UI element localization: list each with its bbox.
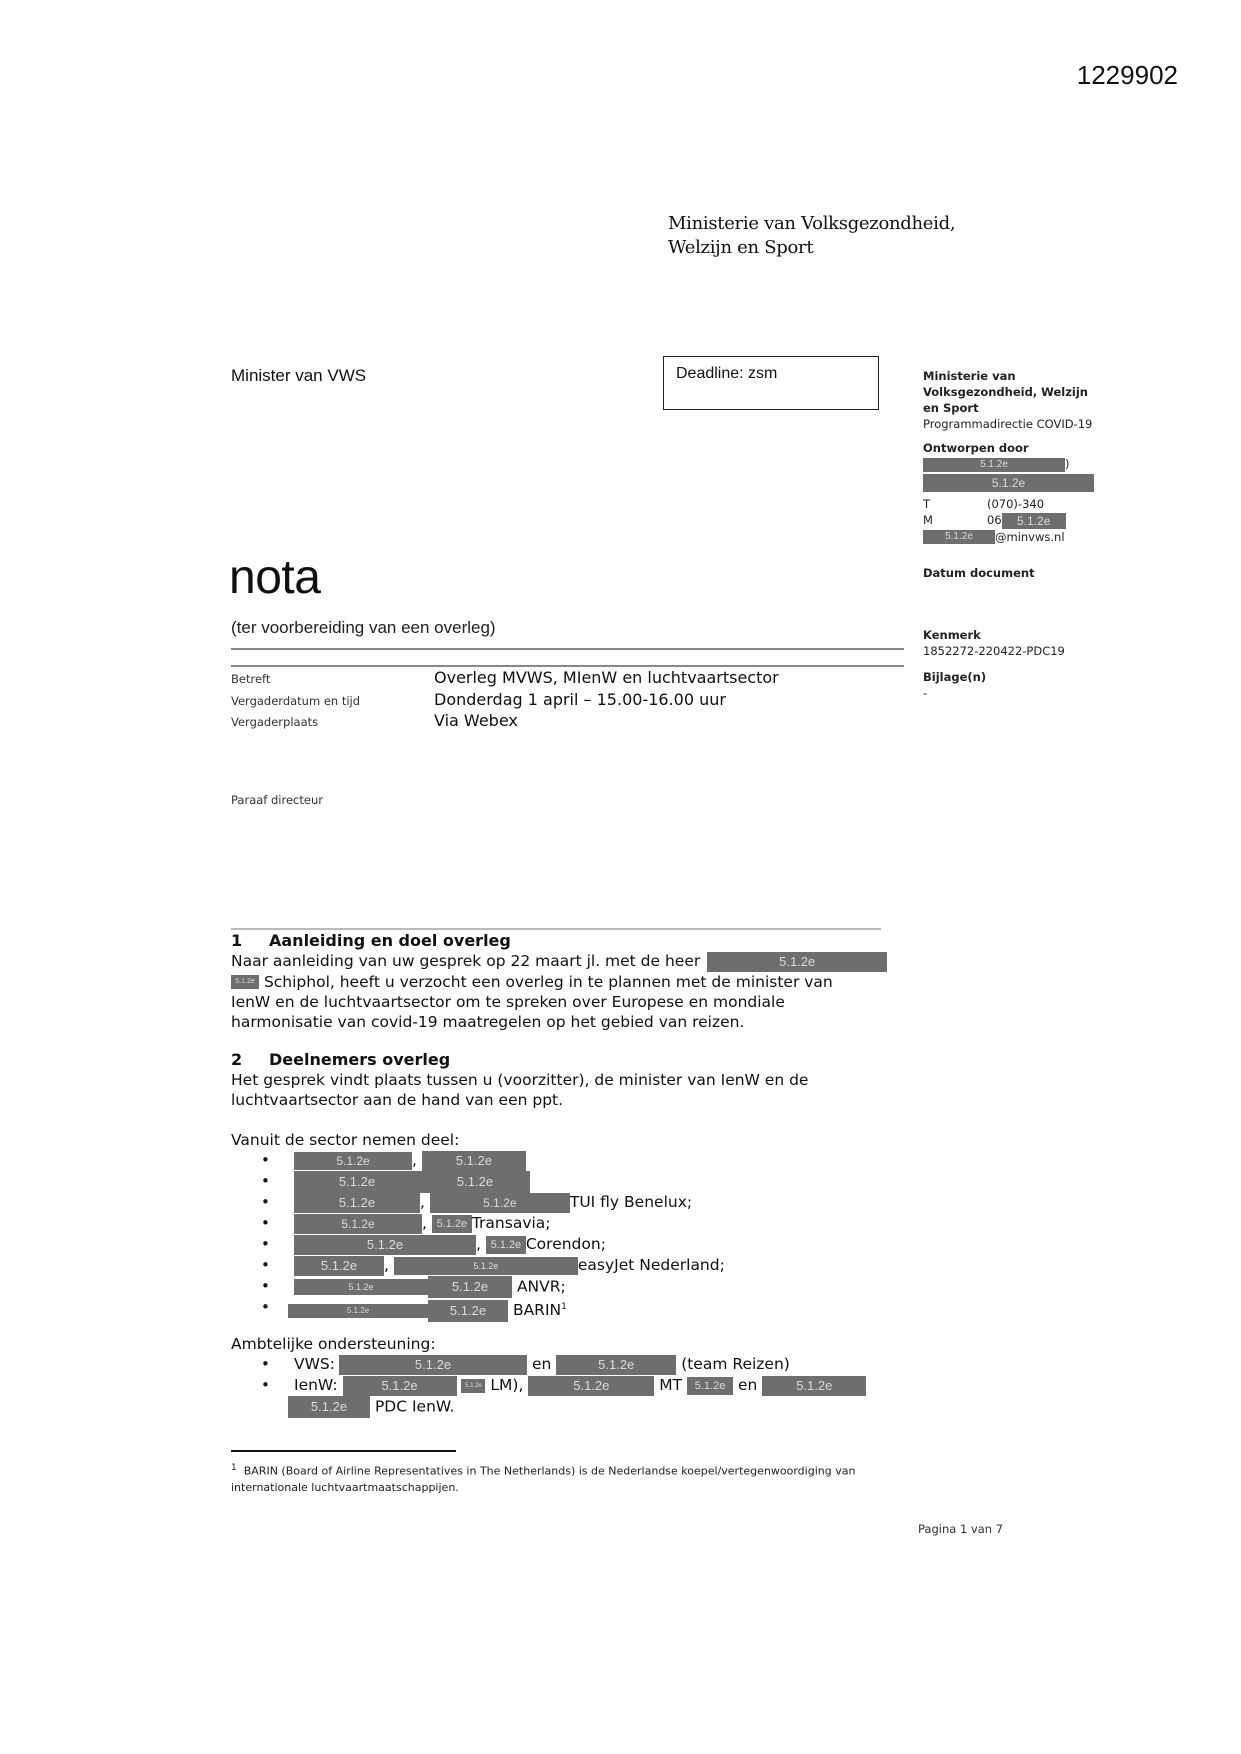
phone-m-row	[923, 512, 1123, 529]
list-item: • VWS: 5.1.2e en 5.1.2e (team Reizen)	[231, 1354, 931, 1375]
redaction-block: 5.1.2e	[294, 1193, 420, 1213]
phone-t-value: (070)-340	[987, 497, 1045, 511]
redaction-block: 5.1.2e	[923, 458, 1065, 472]
meta-row-location	[231, 711, 911, 730]
deadline-text: Deadline: zsm	[676, 365, 778, 382]
redaction-block: 5.1.2e	[923, 474, 1094, 492]
footnote-ref: 1	[561, 1302, 567, 1312]
redaction-block: 5.1.2e	[420, 1171, 530, 1193]
list-item: • 5.1.2e 5.1.2e BARIN$^1$	[231, 1297, 931, 1318]
letterhead-line-2: Welzijn en Sport	[668, 237, 814, 258]
sidebar-info	[923, 368, 1123, 701]
phone-m-value: 06	[987, 513, 1002, 527]
meta-row-datetime	[231, 690, 911, 709]
list-item: • 5.1.2e , 5.1.2e easyJet Nederland;	[231, 1255, 931, 1276]
bijlage-value: -	[923, 685, 928, 700]
footnote	[231, 1460, 921, 1496]
redaction-block: 5.1.2e	[422, 1151, 526, 1171]
ministry-letterhead	[668, 212, 955, 260]
list-item: • 5.1.2e , 5.1.2e Transavia;	[231, 1213, 931, 1234]
list-item	[231, 1171, 931, 1192]
list-item: • 5.1.2e 5.1.2e ANVR;	[231, 1276, 931, 1297]
redaction-block: 5.1.2e	[1002, 513, 1066, 529]
sector-intro: Vanuit de sector nemen deel:	[231, 1131, 460, 1149]
divider	[231, 648, 904, 650]
redaction-block: 5.1.2e	[288, 1396, 370, 1418]
meta-label: Vergaderplaats	[231, 715, 319, 729]
redaction-block: 5.1.2e	[294, 1171, 420, 1193]
redaction-block: 5.1.2e	[288, 1304, 428, 1318]
divider	[231, 928, 881, 930]
redaction-block: 5.1.2e	[432, 1215, 472, 1233]
redaction-block: 5.1.2e	[556, 1355, 676, 1375]
document-subtitle: (ter voorbereiding van een overleg)	[231, 618, 496, 637]
redaction-block: 5.1.2e	[707, 952, 887, 972]
meta-value: Overleg MVWS, MIenW en luchtvaartsector	[434, 668, 779, 687]
section-1-line: harmonisatie van covid-19 maatregelen op het gebied van reizen.	[231, 1012, 745, 1031]
meta-label: Vergaderdatum en tijd	[231, 694, 361, 708]
redaction-block: 5.1.2e	[428, 1276, 512, 1298]
redaction-block: 5.1.2e	[294, 1152, 412, 1170]
redaction-block: 5.1.2e	[687, 1377, 733, 1395]
redaction-block: 5.1.2e	[762, 1376, 866, 1396]
meta-label: Betreft	[231, 672, 271, 686]
section-2-line: Het gesprek vindt plaats tussen u (voorzitter), de minister van IenW en de	[231, 1071, 809, 1089]
list-item-continuation: 5.1.2e PDC IenW.	[231, 1396, 931, 1417]
footnote-divider	[231, 1450, 456, 1452]
page-indicator: Pagina 1 van 7	[918, 1522, 1004, 1536]
redaction-block: 5.1.2e	[339, 1355, 527, 1375]
section-1-line: IenW en de luchtvaartsector om te spreken over Europese en mondiale	[231, 992, 785, 1011]
meta-row-subject	[231, 668, 911, 687]
addressee: Minister van VWS	[231, 366, 367, 385]
email-row	[923, 529, 1123, 545]
redaction-block: 5.1.2e	[394, 1257, 578, 1275]
redaction-block: 5.1.2e	[528, 1376, 654, 1396]
designed-by-label: Ontworpen door	[923, 441, 1029, 455]
section-1-heading: 1 Aanleiding en doel overleg	[231, 931, 511, 950]
sector-participants-list	[231, 1150, 931, 1318]
redaction-block: 5.1.2e	[461, 1379, 485, 1393]
document-title: nota	[229, 551, 321, 604]
footnote-number: 1	[231, 1463, 237, 1473]
redaction-block: 5.1.2e	[923, 530, 995, 544]
email-suffix: @minvws.nl	[995, 529, 1065, 544]
phone-m-label: M	[923, 513, 933, 527]
section-2-heading: 2 Deelnemers overleg	[231, 1050, 451, 1069]
meta-value: Donderdag 1 april – 15.00-16.00 uur	[434, 690, 726, 709]
redaction-block: 5.1.2e	[294, 1214, 422, 1234]
phone-t-label: T	[923, 497, 931, 511]
bijlage-label: Bijlage(n)	[923, 669, 987, 684]
redaction-block: 5.1.2e	[343, 1376, 457, 1396]
section-1-line: 5.1.2e Schiphol, heeft u verzocht een overleg in te plannen met de minister van	[231, 972, 931, 992]
kenmerk-label: Kenmerk	[923, 627, 981, 642]
redaction-block: 5.1.2e	[428, 1300, 508, 1322]
section-1-line: Naar aanleiding van uw gesprek op 22 maart jl. met de heer 5.1.2e	[231, 951, 931, 972]
department: Programmadirectie COVID-19	[923, 417, 1093, 431]
deadline-box	[663, 356, 879, 410]
list-item: • 5.1.2e , 5.1.2e Corendon;	[231, 1234, 931, 1255]
designed-by-row-1	[923, 456, 1123, 472]
redaction-block: 5.1.2e	[294, 1235, 476, 1255]
paraaf-label: Paraaf directeur	[231, 793, 323, 807]
org-line-2: Volksgezondheid, Welzijn	[923, 385, 1088, 399]
redaction-block: 5.1.2e	[231, 975, 259, 989]
support-list	[231, 1354, 931, 1417]
section-2	[231, 1050, 931, 1417]
document-number: 1229902	[1076, 60, 1178, 90]
support-intro: Ambtelijke ondersteuning:	[231, 1335, 436, 1353]
redaction-block: 5.1.2e	[294, 1256, 384, 1276]
close-paren: )	[1065, 457, 1070, 471]
list-item: • IenW: 5.1.2e 5.1.2e LM), 5.1.2e MT 5.1.2e en 5.1.2e	[231, 1375, 931, 1396]
section-2-line: luchtvaartsector aan de hand van een ppt.	[231, 1091, 564, 1109]
date-label: Datum document	[923, 565, 1035, 580]
list-item: • 5.1.2e , 5.1.2e	[231, 1150, 931, 1171]
divider	[231, 665, 904, 667]
org-line-1: Ministerie van	[923, 369, 1016, 383]
section-1	[231, 931, 931, 1032]
redaction-block: 5.1.2e	[294, 1279, 428, 1295]
redaction-block: 5.1.2e	[430, 1193, 570, 1213]
meta-value: Via Webex	[434, 711, 518, 730]
org-line-3: en Sport	[923, 401, 979, 415]
designed-by-row-2	[923, 474, 1123, 492]
letterhead-line-1: Ministerie van Volksgezondheid,	[668, 213, 956, 234]
phone-t-row	[923, 496, 1123, 512]
list-item: • 5.1.2e , 5.1.2e TUI fly Benelux;	[231, 1192, 931, 1213]
kenmerk-value: 1852272-220422-PDC19	[923, 643, 1065, 658]
redaction-block: 5.1.2e	[486, 1236, 526, 1254]
footnote-text: BARIN (Board of Airline Representatives in The Netherlands) is de Nederlandse koepel/vertegenwoordiging van internationale luchtvaartmaatschappijen.	[231, 1464, 856, 1494]
